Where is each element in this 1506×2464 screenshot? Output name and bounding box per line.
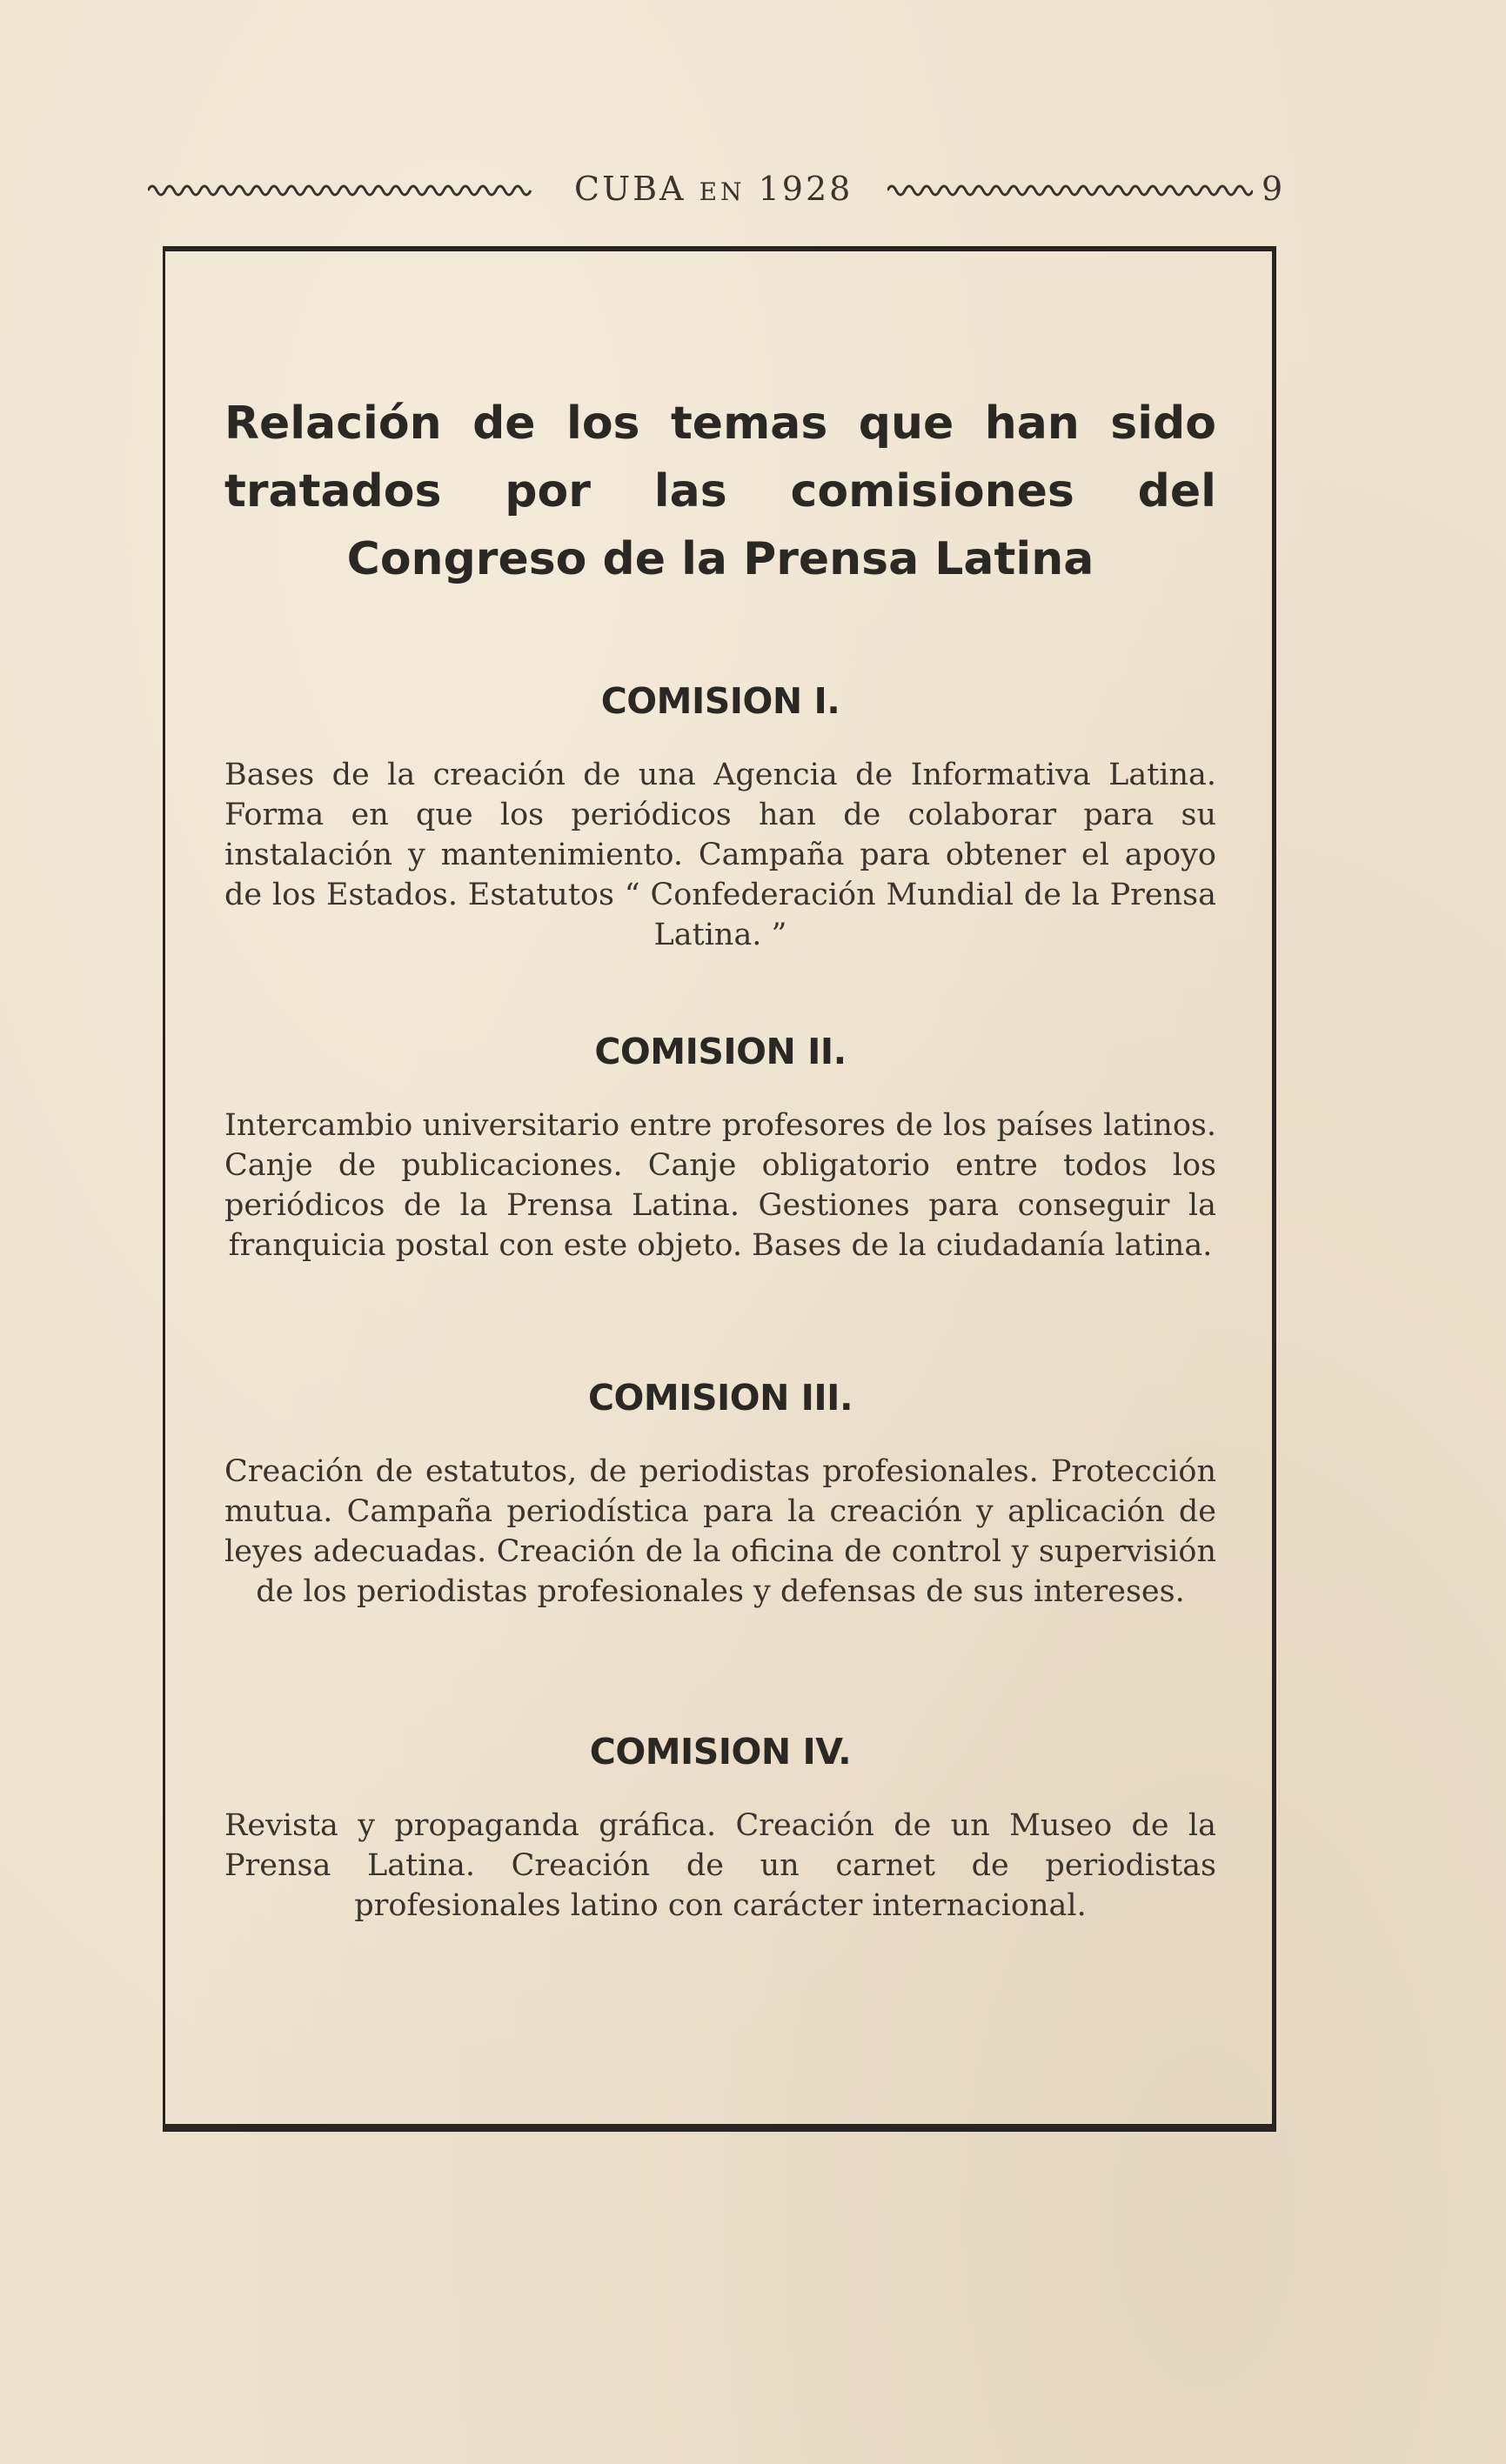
running-header [148, 170, 1279, 213]
header-title-main: CUBA [574, 170, 686, 208]
wavy-rule-right [887, 180, 1253, 201]
running-header-title [574, 170, 853, 208]
wavy-rule-left [148, 180, 535, 201]
section-heading: COMISION I. [600, 680, 840, 722]
page-number: 9 [1262, 170, 1283, 208]
header-title-year: 1928 [758, 170, 853, 208]
header-title-small: EN [699, 177, 746, 206]
document-title: Relación de los temas que han sido tratados por las comisiones del Congreso de la Prensa Latina [224, 397, 1216, 585]
section-body: Creación de estatutos, de periodistas profesionales. Protección mutua. Campaña periodística para la creación y aplicación de leyes adecuadas. Creación de la oficina de control y supervisión de los periodistas profesionales y defensas de sus intereses. [224, 1454, 1216, 1609]
section-body: Bases de la creación de una Agencia de Informativa Latina. Forma en que los periódicos han de colaborar para su instalación y mantenimiento. Campaña para obtener el apoyo de los Estados. Estatutos “ Confederación Mundial de la Prensa Latina. ” [224, 758, 1216, 952]
section-comision-4 [224, 1731, 1216, 1926]
section-comision-2 [224, 1031, 1216, 1265]
section-heading: COMISION II. [594, 1031, 847, 1072]
section-comision-1 [224, 680, 1216, 955]
section-heading: COMISION IV. [589, 1731, 852, 1773]
section-comision-3 [224, 1377, 1216, 1612]
section-body: Revista y propaganda gráfica. Creación de un Museo de la Prensa Latina. Creación de un carnet de periodistas profesionales latino con carácter internacional. [224, 1808, 1216, 1923]
section-heading: COMISION III. [587, 1377, 853, 1419]
section-body: Intercambio universitario entre profesores de los países latinos. Canje de publicaciones. Canje obligatorio entre todos los periódicos de la Prensa Latina. Gestiones para conseguir la franquicia postal con este objeto. Bases de la ciudadanía latina. [224, 1108, 1216, 1263]
